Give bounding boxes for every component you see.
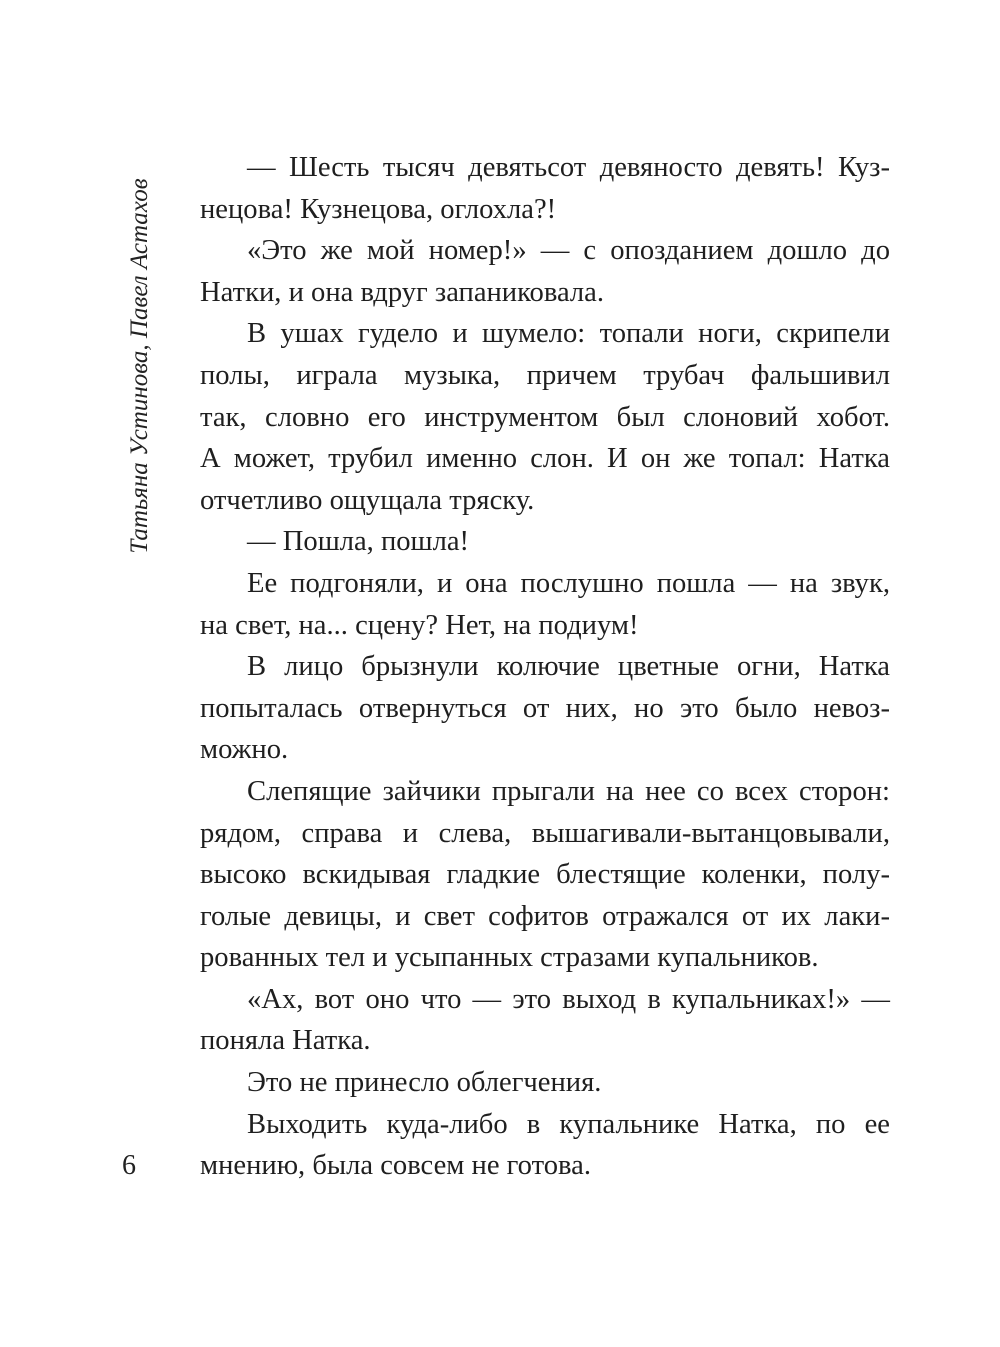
text-line: так, словно его инструментом был слоновий хобот.: [200, 401, 890, 433]
page-number: 6: [122, 1150, 136, 1181]
paragraph: [200, 313, 890, 521]
text-line: можно.: [200, 734, 289, 766]
text-line: Выходить куда-либо в купальнике Натка, по ее: [247, 1108, 890, 1140]
text-line: — Шесть тысяч девятьсот девяносто девять! Куз-: [247, 152, 890, 183]
text-line: рованных тел и усыпанных стразами купальников.: [200, 942, 819, 974]
body-text: [200, 147, 890, 1187]
text-line: отчетливо ощущала тряску.: [200, 484, 535, 516]
text-line: «Это же мой номер!» — с опозданием дошло до: [247, 235, 890, 267]
text-line: Слепящие зайчики прыгали на нее со всех сторон:: [247, 775, 890, 807]
paragraph: [200, 147, 890, 230]
text-line: высоко вскидывая гладкие блестящие коленки, полу-: [200, 859, 890, 891]
running-head: Татьяна Устинова, Павел Астахов: [126, 178, 153, 554]
text-line: Ее подгоняли, и она послушно пошла — на звук,: [247, 567, 890, 599]
paragraph: [200, 521, 890, 563]
paragraph: [200, 563, 890, 646]
text-line: попыталась отвернуться от них, но это было невоз-: [200, 692, 890, 724]
text-line: А может, трубил именно слон. И он же топал: Натка: [200, 443, 890, 475]
text-line: — Пошла, пошла!: [247, 526, 470, 558]
paragraph: [200, 646, 890, 771]
text-line: нецова! Кузнецова, оглохла?!: [200, 193, 557, 225]
paragraph: [200, 771, 890, 979]
text-line: на свет, на... сцену? Нет, на подиум!: [200, 609, 639, 641]
text-line: рядом, справа и слева, вышагивали-вытанцовывали,: [200, 817, 890, 849]
text-line: Натки, и она вдруг запаниковала.: [200, 276, 605, 308]
paragraph: [200, 979, 890, 1062]
text-line: полы, играла музыка, причем трубач фальшивил: [200, 359, 890, 391]
text-line: Это не принесло облегчения.: [247, 1067, 602, 1099]
text-line: поняла Натка.: [200, 1025, 371, 1057]
paragraph: [200, 230, 890, 313]
text-line: «Ах, вот оно что — это выход в купальниках!» —: [247, 983, 890, 1015]
text-line: В лицо брызнули колючие цветные огни, Натка: [247, 651, 890, 683]
text-line: В ушах гудело и шумело: топали ноги, скрипели: [247, 318, 890, 350]
text-line: голые девицы, и свет софитов отражался от их лаки-: [200, 900, 890, 932]
paragraph: [200, 1104, 890, 1187]
paragraph: [200, 1062, 890, 1104]
text-line: мнению, была совсем не готова.: [200, 1150, 591, 1182]
